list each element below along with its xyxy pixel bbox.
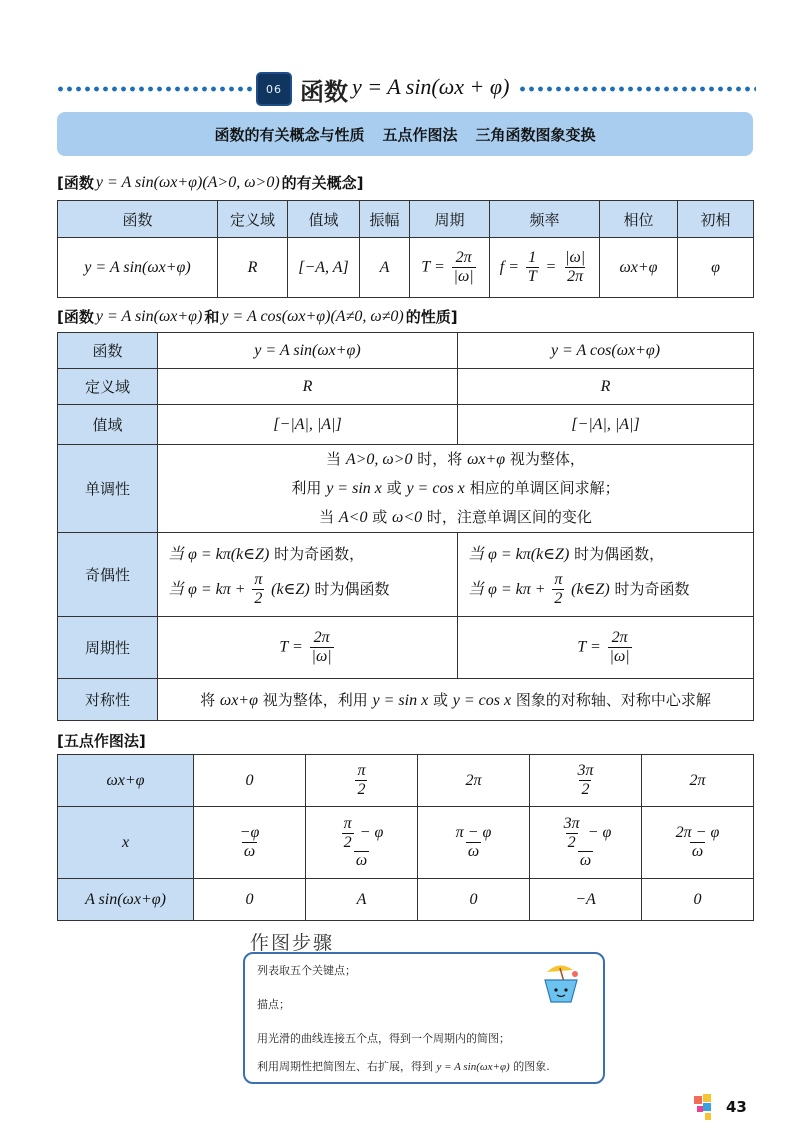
- row-label: 定义域: [58, 369, 158, 405]
- header-cell: 周期: [410, 201, 490, 238]
- drink-mascot-icon: [537, 960, 585, 1006]
- concept-value-row: [58, 238, 754, 298]
- symmetry-cell: 将 ωx+φ 视为整体，利用 y = sin x 或 y = cos x 图象的对称轴、对称中心求解: [158, 679, 754, 721]
- step-item: 利用周期性把简图左、右扩展，得到 y = A sin(ωx+φ) 的图象.: [257, 1060, 550, 1073]
- cell-period: T = $\frac{2\pi}{|\omega|}$: [410, 238, 490, 298]
- row-label: 对称性: [58, 679, 158, 721]
- concept-header-row: [58, 201, 754, 238]
- property-row-domain: [58, 369, 754, 405]
- property-table: [57, 332, 754, 721]
- monotonicity-line-1: 当 A>0, ω>0 时，将 ωx+φ 视为整体，: [326, 450, 585, 468]
- cell-amplitude: A: [360, 238, 410, 298]
- header-cell: 振幅: [360, 201, 410, 238]
- chapter-badge: 06: [256, 72, 292, 106]
- header-cell: 值域: [288, 201, 360, 238]
- row-label: ωx+φ: [58, 755, 194, 807]
- dotted-rule-right: [518, 86, 756, 92]
- banner-topic-3: 三角函数图象变换: [475, 125, 596, 144]
- period-fraction: $\frac{2\pi}{|\omega|}$: [453, 249, 474, 285]
- header-cell: 频率: [490, 201, 600, 238]
- cos-range-cell: [−|A|, |A|]: [458, 405, 754, 445]
- cell-frequency: f = $\frac{1}{T}$ = $\frac{|\omega|}{2\pi}$: [490, 238, 600, 298]
- cos-parity-cell: 当 φ = kπ(k∈Z) 时为偶函数， 当 φ = kπ + $\frac{\pi}{2}$ (k∈Z) 时为奇函数: [458, 533, 754, 617]
- five-point-table: [57, 754, 754, 921]
- row-label: 奇偶性: [58, 533, 158, 617]
- step-item: 用光滑的曲线连接五个点，得到一个周期内的简图；: [257, 1032, 510, 1045]
- banner-topic-2: 五点作图法: [382, 125, 458, 144]
- cos-period-cell: T = $\frac{2\pi}{|\omega|}$: [458, 617, 754, 679]
- sin-period-cell: T = $\frac{2\pi}{|\omega|}$: [158, 617, 458, 679]
- property-row-monotonicity: [58, 445, 754, 533]
- section-3-title: [五点作图法]: [57, 732, 146, 750]
- monotonicity-cell: [158, 445, 754, 533]
- step-item: 列表取五个关键点；: [257, 964, 356, 977]
- cell-phase: ωx+φ: [600, 238, 678, 298]
- dotted-rule-left: [56, 86, 254, 92]
- header-cell: 定义域: [218, 201, 288, 238]
- frequency-fraction-1: $\frac{1}{T}$: [527, 249, 537, 285]
- sin-parity-cell: 当 φ = kπ(k∈Z) 时为奇函数， 当 φ = kπ + $\frac{\pi}{2}$ (k∈Z) 时为偶函数: [158, 533, 458, 617]
- cell-domain: R: [218, 238, 288, 298]
- header-cell: 函数: [58, 201, 218, 238]
- concept-table: [57, 200, 754, 298]
- property-row-function: [58, 333, 754, 369]
- property-row-parity: [58, 533, 754, 617]
- cos-domain-cell: R: [458, 369, 754, 405]
- section-1-title: [函数 y = A sin(ωx+φ)(A>0, ω>0) 的有关概念]: [57, 173, 364, 192]
- row-label: 值域: [58, 405, 158, 445]
- row-label: 函数: [58, 333, 158, 369]
- header-cell: 相位: [600, 201, 678, 238]
- publisher-logo-icon: [692, 1092, 718, 1122]
- monotonicity-line-3: 当 A<0 或 ω<0 时，注意单调区间的变化: [319, 508, 592, 526]
- sin-function-cell: y = A sin(ωx+φ): [158, 333, 458, 369]
- five-point-row-phase: ωx+φ 0 $\frac{\pi}{2}$ 2π $\frac{3\pi}{2}$ 2π: [58, 755, 754, 807]
- row-label: 周期性: [58, 617, 158, 679]
- cell-function: y = A sin(ωx+φ): [58, 238, 218, 298]
- sin-domain-cell: R: [158, 369, 458, 405]
- property-row-range: [58, 405, 754, 445]
- cell-initial-phase: φ: [678, 238, 754, 298]
- chapter-title-formula: y = A sin(ωx + φ): [352, 74, 510, 99]
- header-cell: 初相: [678, 201, 754, 238]
- cos-function-cell: y = A cos(ωx+φ): [458, 333, 754, 369]
- cell-range: [−A, A]: [288, 238, 360, 298]
- step-item: 描点；: [257, 998, 290, 1011]
- property-row-periodicity: [58, 617, 754, 679]
- row-label: A sin(ωx+φ): [58, 879, 194, 921]
- topic-banner: [57, 112, 753, 156]
- property-row-symmetry: [58, 679, 754, 721]
- sin-range-cell: [−|A|, |A|]: [158, 405, 458, 445]
- section-2-title: [函数 y = A sin(ωx+φ) 和 y = A cos(ωx+φ)(A≠0, ω≠0) 的性质]: [57, 307, 458, 326]
- frequency-fraction-2: $\frac{|\omega|}{2\pi}$: [565, 249, 586, 285]
- chapter-title-name: 函数: [300, 77, 348, 106]
- page-number: 43: [726, 1098, 747, 1116]
- steps-title: 作图步骤: [250, 932, 335, 954]
- banner-topic-1: 函数的有关概念与性质: [214, 125, 365, 144]
- row-label: x: [58, 807, 194, 879]
- monotonicity-line-2: 利用 y = sin x 或 y = cos x 相应的单调区间求解；: [291, 479, 620, 497]
- page-header: [56, 68, 756, 108]
- five-point-row-value: A sin(ωx+φ) 0 A 0 −A 0: [58, 879, 754, 921]
- row-label: 单调性: [58, 445, 158, 533]
- five-point-row-x: x $\frac{-\varphi}{\omega}$ $\frac{\pi}{2}$ − φ ω $\frac{\pi - \varphi}{\omega}$ $\frac{3\pi}{2}$ − φ ω $\frac{2\pi - \varphi}{\omega}$: [58, 807, 754, 879]
- steps-box: [243, 952, 605, 1084]
